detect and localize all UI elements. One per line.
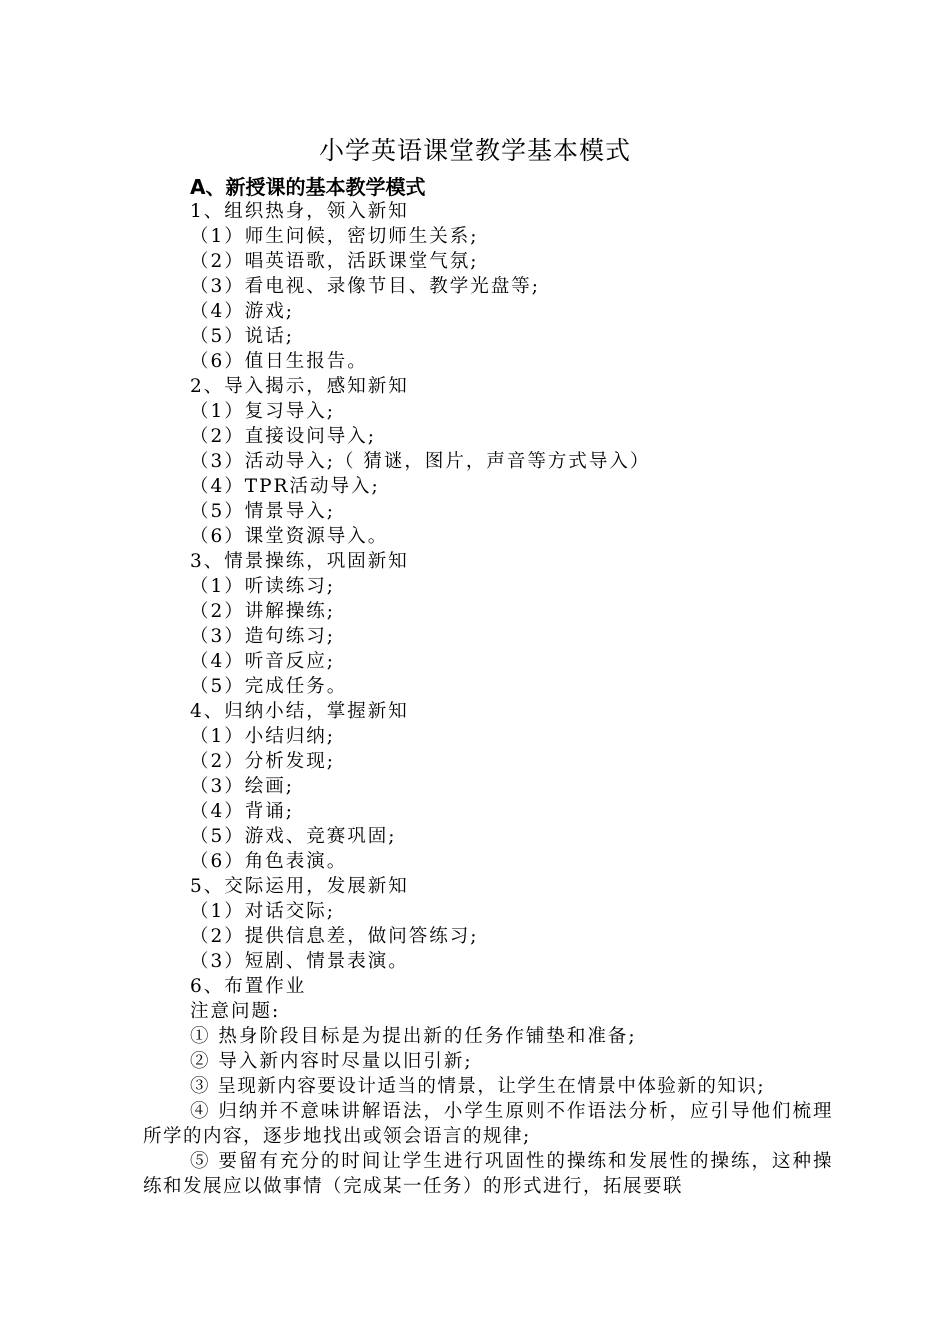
list-line: （3）短剧、情景表演。 [190,951,409,972]
list-line: ② 导入新内容时尽量以旧引新; [190,1051,473,1072]
list-line: （5）说话; [190,326,295,347]
note-paragraph: ⑤ 要留有充分的时间让学生进行巩固性的操练和发展性的操练，这种操练和发展应以做事情（完成某一任务）的形式进行，拓展要联 [143,1151,833,1197]
section-heading: A、新授课的基本教学模式 [190,175,426,199]
list-line: （4）游戏; [190,301,295,322]
list-line: （3）看电视、录像节目、教学光盘等; [190,276,541,297]
list-line: （4）背诵; [190,801,295,822]
list-line: （2）直接设问导入; [190,426,377,447]
list-line: （4）TPR活动导入; [190,476,380,497]
list-line: （5）完成任务。 [190,676,348,697]
list-line: （5）游戏、竞赛巩固; [190,826,397,847]
list-line: 2、导入揭示，感知新知 [190,376,409,397]
list-line: （6）值日生报告。 [190,351,368,372]
outline-list [190,199,830,1074]
list-line: （2）分析发现; [190,751,336,772]
list-line: （6）课堂资源导入。 [190,526,389,547]
list-line: （2）讲解操练; [190,601,336,622]
list-line: 4、归纳小结，掌握新知 [190,701,409,722]
list-line: （3）绘画; [190,776,295,797]
note-paragraph: ④ 归纳并不意味讲解语法，小学生原则不作语法分析，应引导他们梳理所学的内容，逐步地找出或领会语言的规律; [143,1101,833,1147]
list-line: 5、交际运用，发展新知 [190,876,409,897]
list-line: 3、情景操练，巩固新知 [190,551,409,572]
list-line: 6、布置作业 [190,976,307,997]
list-line: 注意问题: [190,1001,281,1022]
list-line: （1）听读练习; [190,576,336,597]
list-line: （3）造句练习; [190,626,336,647]
page-title: 小学英语课堂教学基本模式 [318,136,631,165]
list-line: （5）情景导入; [190,501,336,522]
list-line: 1、组织热身，领入新知 [190,201,409,222]
list-line: （4）听音反应; [190,651,336,672]
list-line: （3）活动导入;（ 猜谜，图片，声音等方式导入） [190,451,651,472]
list-line: （2）唱英语歌，活跃课堂气氛; [190,251,479,272]
list-line: （1）复习导入; [190,401,336,422]
list-line: （2）提供信息差，做问答练习; [190,926,479,947]
note-paragraph: ③ 呈现新内容要设计适当的情景，让学生在情景中体验新的知识; [190,1076,766,1097]
list-line: （6）角色表演。 [190,851,348,872]
list-line: （1）对话交际; [190,901,336,922]
list-line: （1）师生问候，密切师生关系; [190,226,479,247]
list-line: （1）小结归纳; [190,726,336,747]
list-line: ① 热身阶段目标是为提出新的任务作铺垫和准备; [190,1026,637,1047]
notes-paragraphs [143,1074,833,1199]
